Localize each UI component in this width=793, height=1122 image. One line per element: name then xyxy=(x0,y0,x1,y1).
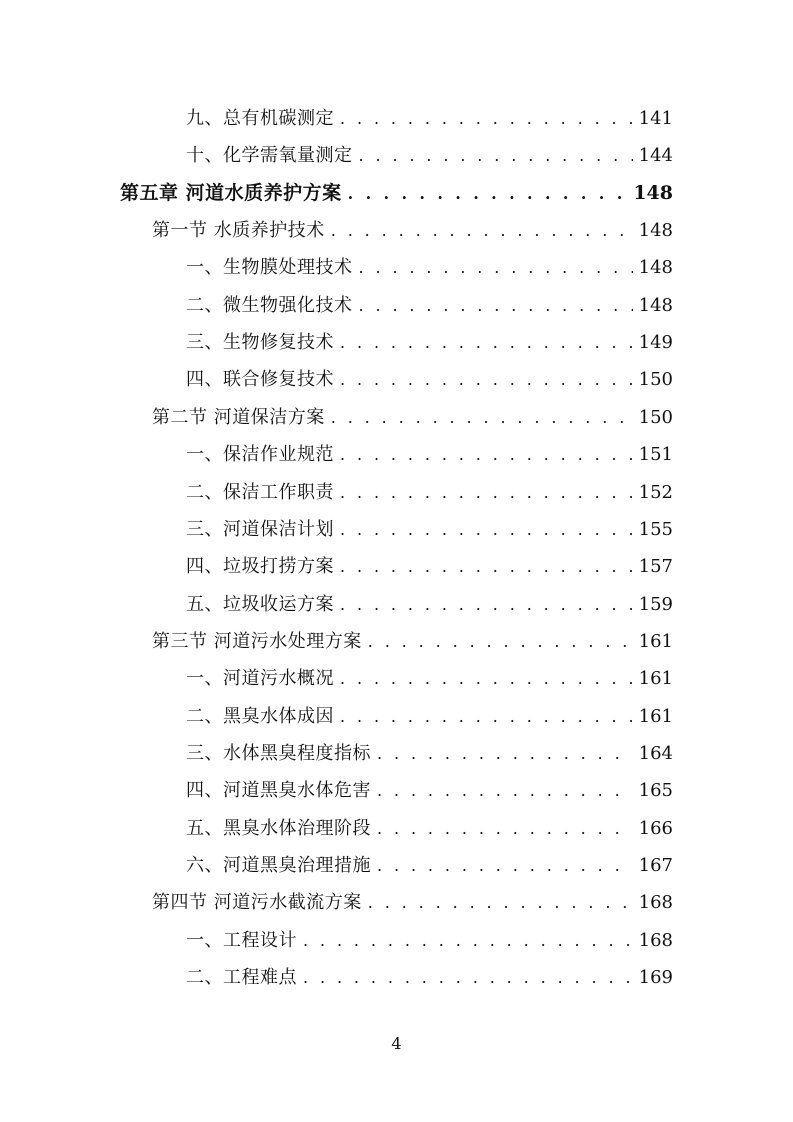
toc-leader-dots xyxy=(368,884,633,921)
toc-entry-label: 三、河道保洁计划 xyxy=(186,518,334,540)
toc-entry-label: 六、河道黑臭治理措施 xyxy=(186,855,371,876)
toc-leader-dots xyxy=(340,586,633,623)
toc-item[interactable] xyxy=(186,548,673,585)
toc-leader-dots xyxy=(377,810,633,847)
toc-leader-dots xyxy=(377,847,633,884)
toc-item[interactable] xyxy=(186,660,673,697)
toc-leader-dots xyxy=(331,399,633,436)
toc-entry-label: 二、微生物强化技术 xyxy=(186,294,353,316)
toc-entry-label: 二、黑臭水体成因 xyxy=(186,705,334,727)
toc-item[interactable] xyxy=(186,137,673,174)
toc-entry-label: 一、工程设计 xyxy=(186,929,297,951)
toc-entry-label: 四、垃圾打捞方案 xyxy=(186,556,334,578)
toc-leader-dots xyxy=(331,212,633,249)
toc-item[interactable] xyxy=(186,436,673,473)
toc-entry-label: 二、保洁工作职责 xyxy=(186,481,334,503)
toc-section[interactable] xyxy=(152,623,673,660)
toc-entry-page: 161 xyxy=(638,705,673,727)
toc-leader-dots xyxy=(340,324,633,361)
toc-entry-page: 144 xyxy=(638,145,673,167)
toc-leader-dots xyxy=(340,100,633,137)
toc-leader-dots xyxy=(340,698,633,735)
toc-entry-page: 151 xyxy=(638,444,673,466)
toc-entry-page: 166 xyxy=(638,817,673,839)
toc-item[interactable] xyxy=(186,586,673,623)
toc-leader-dots xyxy=(340,511,633,548)
toc-entry-page: 165 xyxy=(638,780,673,802)
toc-item[interactable] xyxy=(186,100,673,137)
toc-leader-dots xyxy=(359,287,633,324)
toc-leader-dots xyxy=(340,474,633,511)
toc-entry-page: 148 xyxy=(633,181,673,204)
toc-entry-label: 五、黑臭水体治理阶段 xyxy=(186,817,371,839)
toc-entry-label: 第三节 河道污水处理方案 xyxy=(152,630,362,652)
toc-entry-page: 167 xyxy=(638,855,673,876)
toc-leader-dots xyxy=(359,249,633,286)
toc-entry-page: 168 xyxy=(638,892,673,914)
toc-entry-label: 第五章 河道水质养护方案 xyxy=(120,181,342,204)
toc-leader-dots xyxy=(340,361,633,398)
toc-entry-label: 四、联合修复技术 xyxy=(186,369,334,391)
toc-entry-label: 一、生物膜处理技术 xyxy=(186,257,353,279)
toc-leader-dots xyxy=(303,959,633,996)
toc-item[interactable] xyxy=(186,698,673,735)
toc-entry-label: 五、垃圾收运方案 xyxy=(186,593,334,615)
toc-entry-page: 155 xyxy=(638,518,673,540)
toc-entry-page: 149 xyxy=(638,332,673,354)
toc-leader-dots xyxy=(377,772,633,809)
toc-entry-page: 161 xyxy=(638,630,673,652)
toc-section[interactable] xyxy=(152,212,673,249)
toc-entry-label: 三、水体黑臭程度指标 xyxy=(186,742,371,764)
toc-item[interactable] xyxy=(186,511,673,548)
toc-section[interactable] xyxy=(152,399,673,436)
toc-entry-page: 148 xyxy=(638,220,673,242)
toc-entry-label: 第一节 水质养护技术 xyxy=(152,220,325,242)
page-number: 4 xyxy=(391,1034,402,1053)
toc-entry-page: 161 xyxy=(638,668,673,690)
toc-item[interactable] xyxy=(186,474,673,511)
toc-leader-dots xyxy=(340,436,633,473)
toc-entry-page: 164 xyxy=(638,742,673,764)
toc-leader-dots xyxy=(377,735,633,772)
toc-item[interactable] xyxy=(186,249,673,286)
toc-leader-dots xyxy=(340,548,633,585)
toc-entry-page: 150 xyxy=(638,369,673,391)
toc-entry-label: 四、河道黑臭水体危害 xyxy=(186,780,371,802)
toc-section[interactable] xyxy=(152,884,673,921)
toc-entry-label: 一、保洁作业规范 xyxy=(186,444,334,466)
toc-leader-dots xyxy=(348,175,628,212)
toc-item[interactable] xyxy=(186,735,673,772)
toc-entry-label: 二、工程难点 xyxy=(186,967,297,989)
toc-item[interactable] xyxy=(186,847,673,884)
toc-leader-dots xyxy=(359,137,633,174)
toc-item[interactable] xyxy=(186,810,673,847)
toc-entry-page: 152 xyxy=(638,481,673,503)
toc-entry-page: 141 xyxy=(638,108,673,129)
toc-entry-page: 150 xyxy=(638,406,673,428)
toc-entry-page: 148 xyxy=(638,294,673,316)
toc-entry-label: 一、河道污水概况 xyxy=(186,668,334,690)
toc-item[interactable] xyxy=(186,361,673,398)
toc-entry-label: 十、化学需氧量测定 xyxy=(186,145,353,167)
toc-item[interactable] xyxy=(186,922,673,959)
toc-item[interactable] xyxy=(186,324,673,361)
toc-entry-page: 148 xyxy=(638,257,673,279)
toc-entry-page: 159 xyxy=(638,593,673,615)
toc-leader-dots xyxy=(340,660,633,697)
toc-item[interactable] xyxy=(186,959,673,996)
toc-leader-dots xyxy=(368,623,633,660)
toc-entry-label: 三、生物修复技术 xyxy=(186,332,334,354)
toc-entry-page: 157 xyxy=(638,556,673,578)
toc-entry-label: 九、总有机碳测定 xyxy=(186,108,334,129)
toc-leader-dots xyxy=(303,922,633,959)
toc-chapter[interactable] xyxy=(120,175,673,212)
toc-entry-page: 169 xyxy=(638,967,673,989)
toc-item[interactable] xyxy=(186,287,673,324)
toc-entry-page: 168 xyxy=(638,929,673,951)
toc-item[interactable] xyxy=(186,772,673,809)
toc-entry-label: 第二节 河道保洁方案 xyxy=(152,406,325,428)
toc-entry-label: 第四节 河道污水截流方案 xyxy=(152,892,362,914)
